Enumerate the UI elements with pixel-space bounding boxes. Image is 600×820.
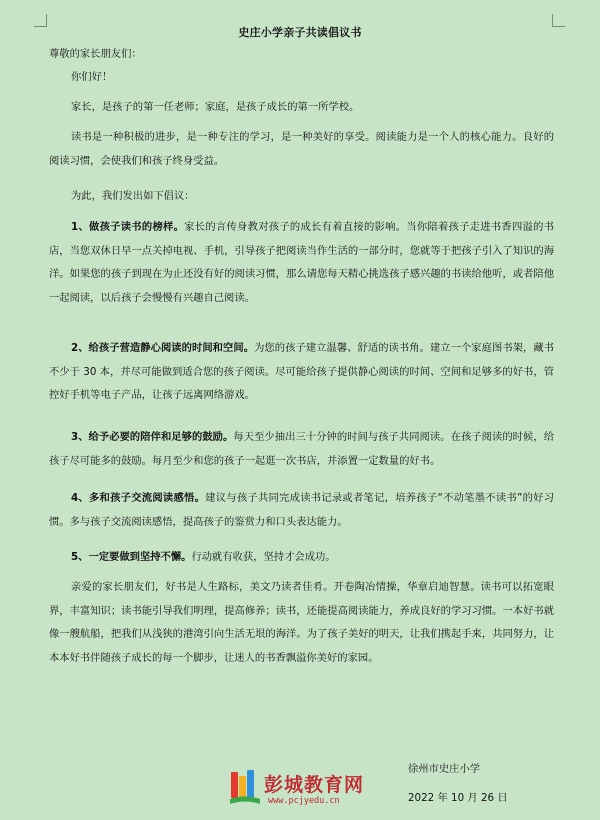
watermark-url: www.pcjyedu.cn xyxy=(268,796,340,806)
book-icon xyxy=(228,768,262,808)
proposal-item-1 xyxy=(49,216,554,310)
proposal-item-5 xyxy=(49,546,554,570)
proposal-item-1-heading: 1、做孩子读书的榜样。 xyxy=(71,221,185,233)
proposal-item-3-heading: 3、给予必要的陪伴和足够的鼓励。 xyxy=(71,431,234,443)
proposal-item-3-text: 每天至少抽出三十分钟的时间与孩子共同阅读。在孩子阅读的时候，给孩子尽可能多的鼓励。每月至少和您的孩子一起逛一次书店，并添置一定数量的好书。 xyxy=(49,431,554,467)
document-date: 2022 年 10 月 26 日 xyxy=(408,792,508,804)
closing-paragraph: 亲爱的家长朋友们，好书是人生路标，美文乃读者佳肴。开卷陶冶情操，华章启迪智慧。读书可以拓宽眼界，丰富知识；读书能引导我们明理，提高修养；读书，还能提高阅读能力，养成良好的学习习惯。一本好书就像一艘航船，把我们从浅狭的港湾引向生活无垠的海洋。为了孩子美好的明天，让我们携起手来，共同努力，让本本好书伴随孩子成长的每一个脚步，让迷人的书香飘溢你美好的家园。 xyxy=(49,581,554,664)
proposal-item-2-text: 为您的孩子建立温馨、舒适的读书角。建立一个家庭图书架，藏书不少于 30 本，并尽可能做到适合您的孩子阅读。尽可能给孩子提供静心阅读的时间、空间和足够多的好书，管控好手机等电子产品，让孩子远离网络游戏。 xyxy=(49,342,554,402)
proposal-item-2-heading: 2、给孩子营造静心阅读的时间和空间。 xyxy=(71,342,255,354)
proposal-item-4 xyxy=(49,487,554,534)
reading-paragraph: 读书是一种积极的进步，是一种专注的学习，是一种美好的享受。阅读能力是一个人的核心能力。良好的阅读习惯，会使我们和孩子终身受益。 xyxy=(49,131,554,167)
salutation: 尊敬的家长朋友们： xyxy=(49,48,142,60)
proposal-item-1-text: 家长的言传身教对孩子的成长有着直接的影响。当你陪着孩子走进书香四溢的书店，当您双休日早一点关掉电视、手机，引导孩子把阅读当作生活的一部分时，您就等于把孩子引入了知识的海洋。如果您的孩子到现在为止还没有好的阅读习惯，那么请您每天精心挑选孩子感兴趣的书读给他听，或者陪他一起阅读，以后孩子会慢慢有兴趣自己阅读。 xyxy=(49,221,554,304)
intro-paragraph: 家长，是孩子的第一任老师；家庭，是孩子成长的第一所学校。 xyxy=(71,101,360,113)
greeting-line: 你们好！ xyxy=(71,71,113,83)
document-title: 史庄小学亲子共读倡议书 xyxy=(238,26,362,39)
proposal-item-5-text: 行动就有收获，坚持才会成功。 xyxy=(191,551,336,563)
proposal-item-5-heading: 5、一定要做到坚持不懈。 xyxy=(71,551,192,563)
proposal-item-4-text: 建议与孩子共同完成读书记录或者笔记，培养孩子“不动笔墨不读书”的好习惯。多与孩子交流阅读感悟，提高孩子的鉴赏力和口头表达能力。 xyxy=(49,492,554,528)
watermark-logo xyxy=(228,766,378,812)
proposal-item-2 xyxy=(49,337,554,408)
proposal-item-3 xyxy=(49,426,554,473)
proposal-intro: 为此，我们发出如下倡议： xyxy=(71,190,195,202)
proposal-item-4-heading: 4、多和孩子交流阅读感悟。 xyxy=(71,492,206,504)
watermark-name: 彭城教育网 xyxy=(264,774,365,796)
signature: 徐州市史庄小学 xyxy=(408,763,481,775)
